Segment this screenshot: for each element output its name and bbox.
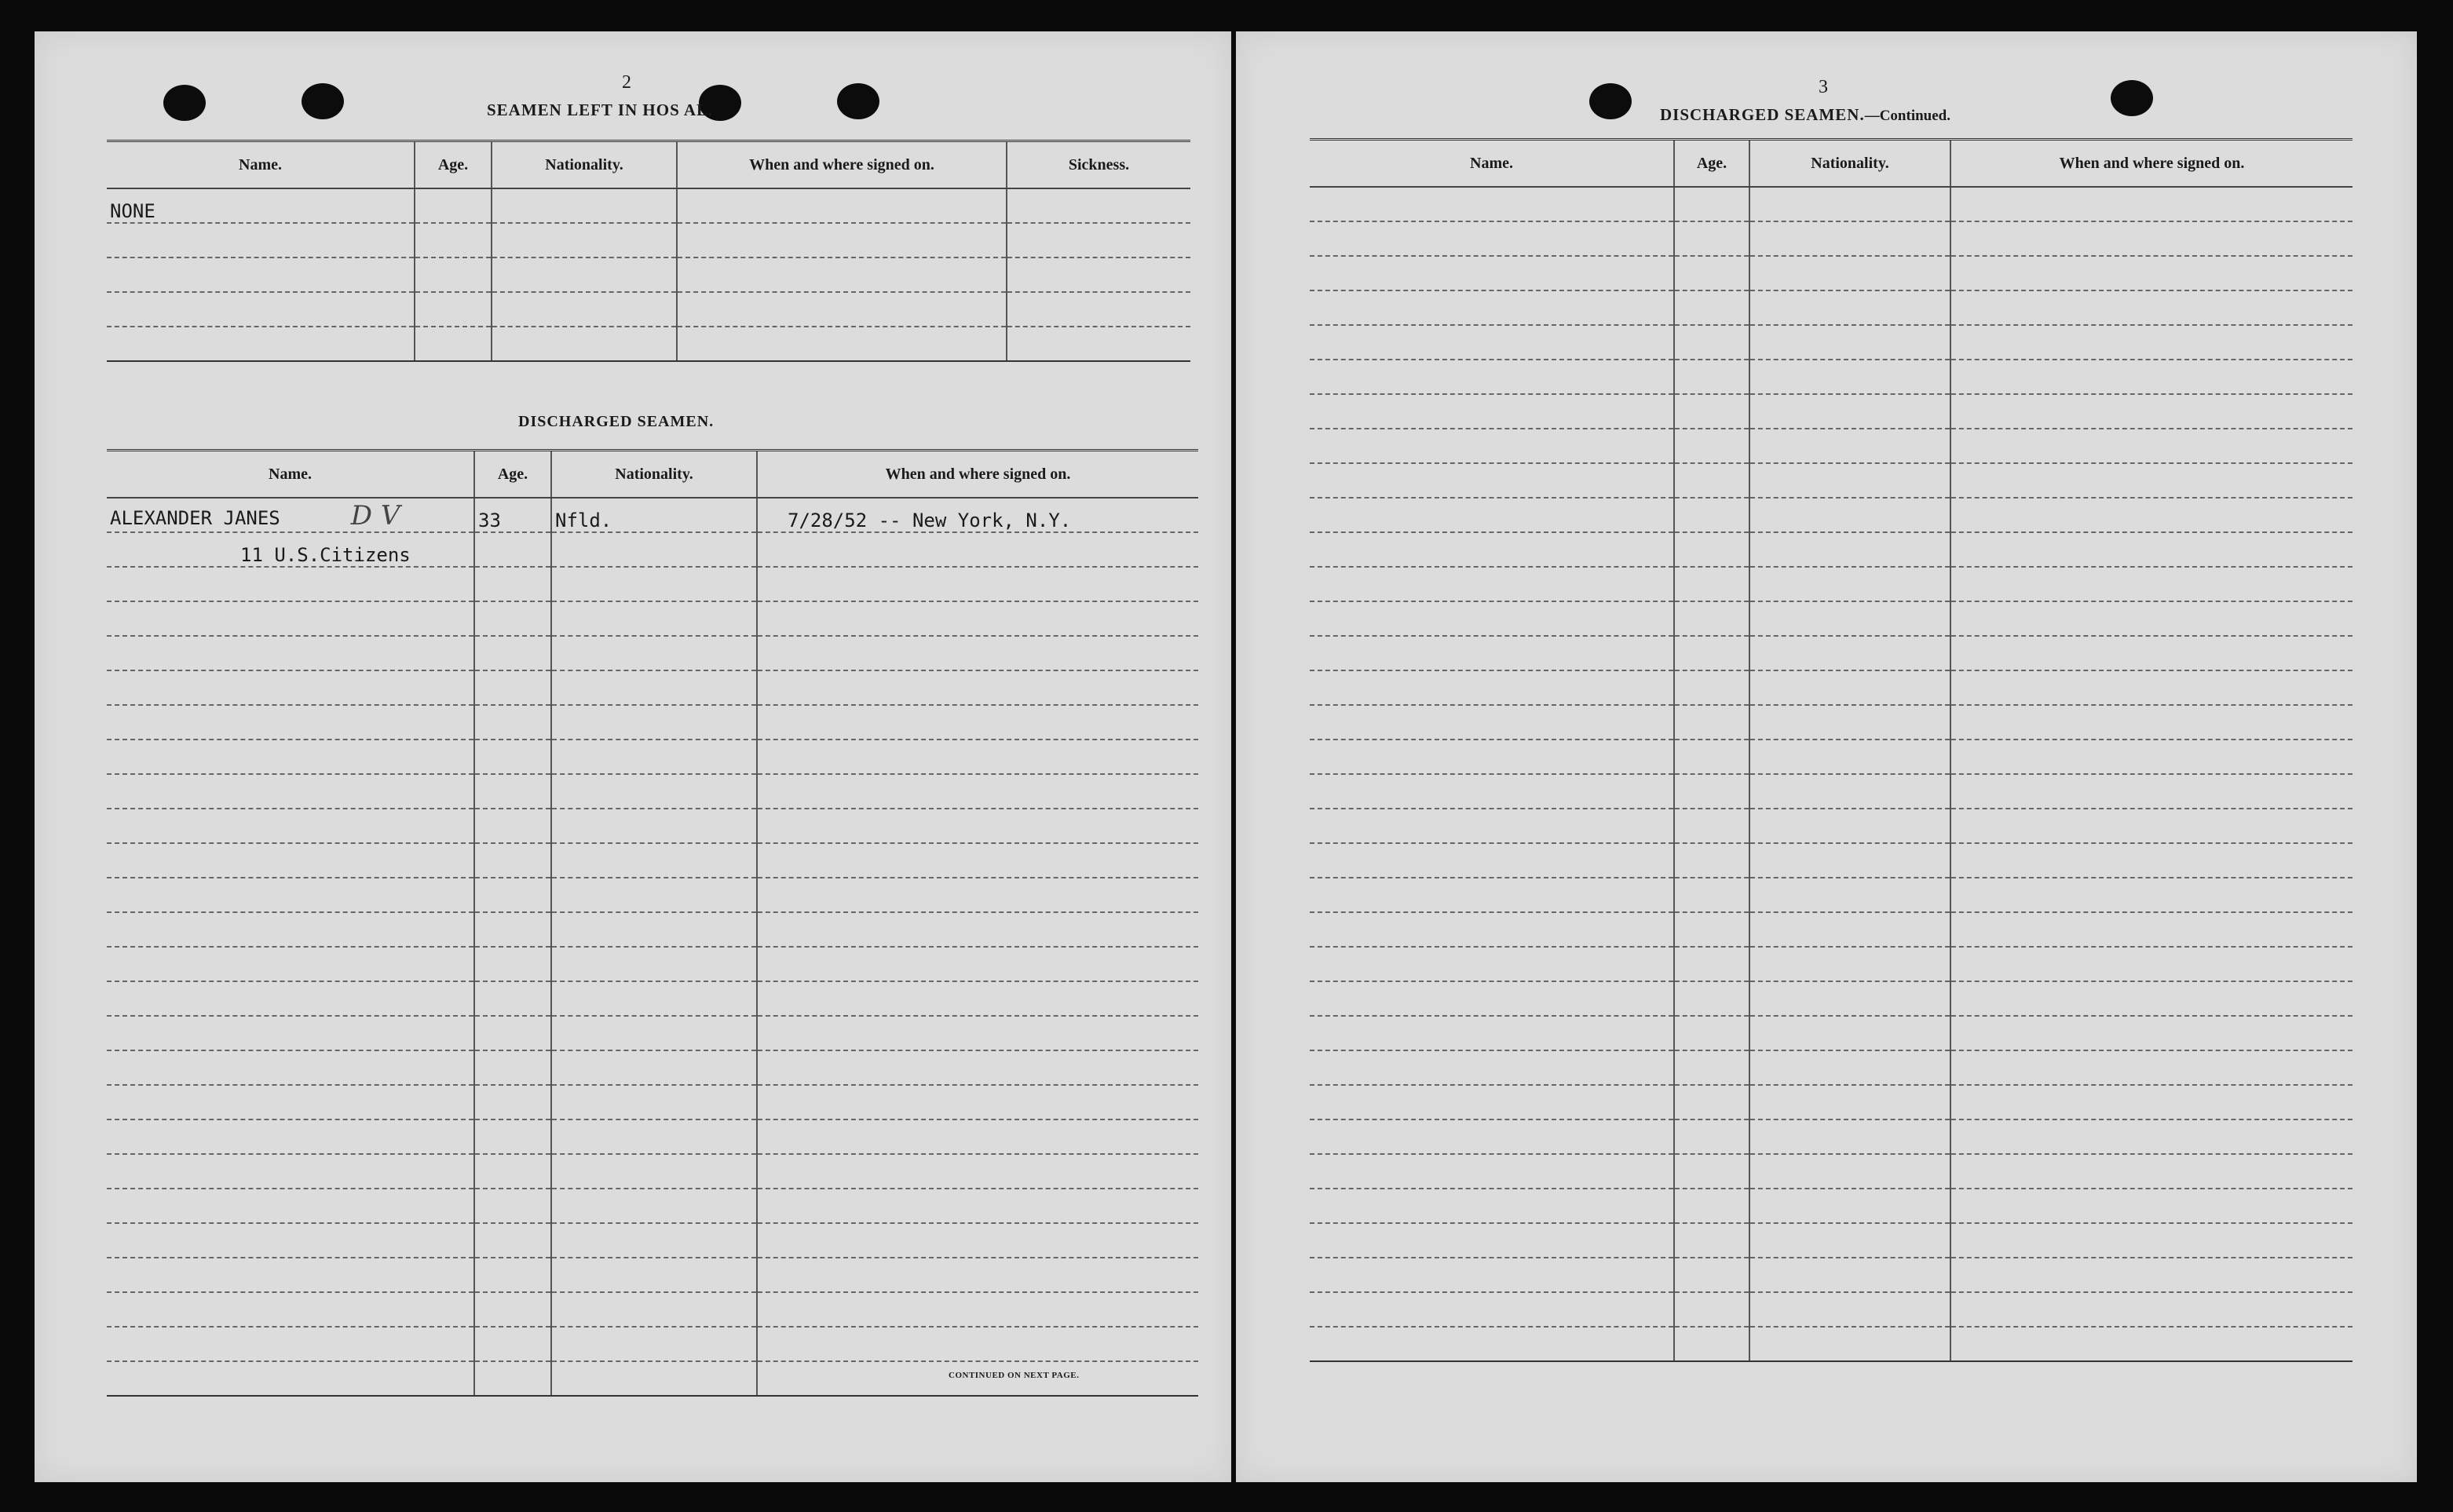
col-nationality-header: Nationality.	[551, 451, 757, 499]
blank-row	[107, 1223, 1198, 1258]
blank-row	[1310, 256, 2352, 290]
blank-row	[1310, 981, 2352, 1016]
blank-row	[1310, 809, 2352, 843]
continued-note: CONTINUED ON NEXT PAGE.	[949, 1371, 1080, 1380]
blank-row	[1310, 1016, 2352, 1050]
blank-row	[1310, 947, 2352, 981]
blank-row	[1310, 1327, 2352, 1361]
hospital-table	[107, 140, 1190, 362]
blank-row	[1310, 1119, 2352, 1154]
blank-row	[107, 1154, 1198, 1189]
seaman-name: 11 U.S.Citizens	[107, 532, 474, 567]
blank-row	[107, 1119, 1198, 1154]
blank-row	[107, 809, 1198, 843]
blank-row	[1310, 1050, 2352, 1085]
blank-row	[107, 1050, 1198, 1085]
seaman-age: 33	[474, 498, 551, 532]
punch-hole	[302, 83, 344, 119]
right-page-title	[1660, 105, 1950, 125]
blank-row	[107, 567, 1198, 601]
col-signed-on-header: When and where signed on.	[757, 451, 1198, 499]
table-row	[107, 532, 1198, 567]
blank-row	[1310, 1189, 2352, 1223]
blank-row	[1310, 429, 2352, 463]
col-nationality-header: Nationality.	[1749, 140, 1950, 188]
blank-row	[1310, 601, 2352, 636]
col-name-header: Name.	[107, 451, 474, 499]
blank-row	[107, 705, 1198, 740]
col-name-header: Name.	[107, 141, 415, 189]
right-page-title-text: DISCHARGED SEAMEN.	[1660, 105, 1865, 124]
handwritten-mark: D V	[350, 500, 400, 531]
blank-row	[107, 1292, 1198, 1327]
blank-row	[1310, 498, 2352, 532]
discharged-table	[107, 449, 1198, 1397]
blank-row	[1310, 1258, 2352, 1292]
blank-row	[107, 981, 1198, 1016]
col-sickness-header: Sickness.	[1007, 141, 1190, 189]
blank-row	[107, 878, 1198, 912]
blank-row	[107, 636, 1198, 670]
blank-row	[107, 601, 1198, 636]
blank-row	[1310, 325, 2352, 360]
punch-hole	[1589, 83, 1632, 119]
seaman-name: ALEXANDER JANES D V	[107, 498, 474, 532]
discharged-section-title: DISCHARGED SEAMEN.	[518, 413, 715, 430]
blank-row	[107, 947, 1198, 981]
blank-row	[1310, 532, 2352, 567]
table-row	[107, 498, 1198, 532]
blank-row	[107, 1189, 1198, 1223]
blank-row	[107, 912, 1198, 947]
blank-row	[1310, 360, 2352, 394]
blank-row	[1310, 705, 2352, 740]
blank-row	[1310, 394, 2352, 429]
col-age-header: Age.	[1674, 140, 1749, 188]
page-number: 3	[1819, 77, 1828, 97]
punch-hole	[837, 83, 879, 119]
blank-row	[1310, 290, 2352, 325]
blank-row	[107, 774, 1198, 809]
blank-row	[1310, 1154, 2352, 1189]
blank-row	[1310, 187, 2352, 221]
blank-row	[1310, 740, 2352, 774]
blank-row	[1310, 1292, 2352, 1327]
blank-row	[107, 1258, 1198, 1292]
right-page-title-suffix: —Continued.	[1864, 108, 1950, 124]
blank-row	[1310, 221, 2352, 256]
col-signed-on-header: When and where signed on.	[1950, 140, 2352, 188]
blank-row	[107, 1327, 1198, 1361]
left-page	[35, 31, 1231, 1482]
col-age-header: Age.	[415, 141, 492, 189]
punch-hole	[163, 85, 206, 121]
blank-row	[107, 1085, 1198, 1119]
col-name-header: Name.	[1310, 140, 1674, 188]
col-age-header: Age.	[474, 451, 551, 499]
blank-row	[1310, 843, 2352, 878]
seaman-nationality: Nfld.	[551, 498, 757, 532]
blank-row	[1310, 567, 2352, 601]
right-page	[1236, 31, 2417, 1482]
blank-row	[1310, 912, 2352, 947]
blank-row	[107, 740, 1198, 774]
col-signed-on-header: When and where signed on.	[677, 141, 1007, 189]
blank-row	[1310, 1085, 2352, 1119]
discharged-continued-table	[1310, 138, 2352, 1362]
page-number: 2	[622, 72, 631, 93]
blank-row	[1310, 878, 2352, 912]
blank-row	[107, 670, 1198, 705]
blank-row	[1310, 670, 2352, 705]
hospital-entry-name: NONE	[107, 188, 415, 223]
seaman-signed-on: 7/28/52 -- New York, N.Y.	[757, 498, 1198, 532]
blank-row	[1310, 636, 2352, 670]
blank-row	[1310, 1223, 2352, 1258]
hospital-section-title: SEAMEN LEFT IN HOS AL.	[487, 100, 714, 119]
blank-row	[107, 843, 1198, 878]
col-nationality-header: Nationality.	[492, 141, 677, 189]
blank-row	[107, 1016, 1198, 1050]
blank-row	[1310, 774, 2352, 809]
blank-row	[1310, 463, 2352, 498]
punch-hole	[2111, 80, 2153, 116]
